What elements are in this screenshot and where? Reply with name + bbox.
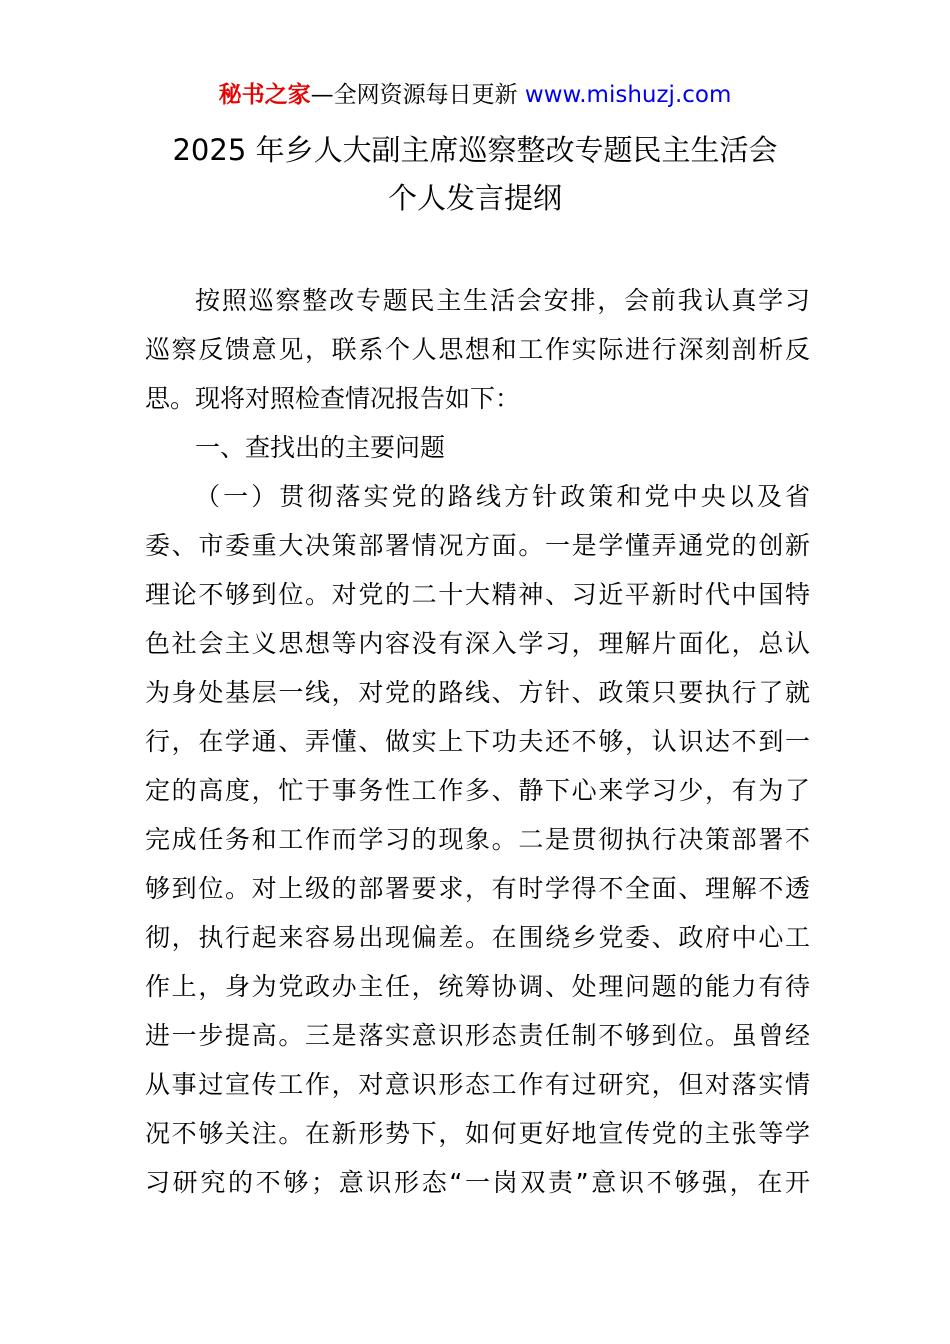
document-body bbox=[145, 276, 810, 1207]
body-line: 行，在学通、弄懂、做实上下功夫还不够，认识达不到一 bbox=[145, 727, 810, 756]
body-line: 按照巡察整改专题民主生活会安排，会前我认真学习 bbox=[195, 286, 810, 315]
body-line: 完成任务和工作而学习的现象。二是贯彻执行决策部署不 bbox=[145, 825, 810, 854]
body-line: 从事过宣传工作，对意识形态工作有过研究，但对落实情 bbox=[145, 1070, 810, 1099]
site-url-link[interactable]: www.mishuzj.com bbox=[524, 82, 732, 108]
body-line: （一）贯彻落实党的路线方针政策和党中央以及省 bbox=[195, 482, 810, 511]
body-line: 进一步提高。三是落实意识形态责任制不够到位。虽曾经 bbox=[145, 1021, 810, 1050]
body-line: 理论不够到位。对党的二十大精神、习近平新时代中国特 bbox=[145, 580, 810, 609]
body-line: 习研究的不够；意识形态“一岗双责”意识不够强，在开 bbox=[145, 1168, 810, 1197]
header-tagline: —全网资源每日更新 bbox=[310, 82, 525, 108]
body-line: 够到位。对上级的部署要求，有时学得不全面、理解不透 bbox=[145, 874, 810, 903]
body-line: 思。现将对照检查情况报告如下： bbox=[145, 384, 521, 413]
brand-name: 秘书之家 bbox=[218, 82, 311, 108]
body-line: 定的高度，忙于事务性工作多、静下心来学习少，有为了 bbox=[145, 776, 810, 805]
section-heading: 一、查找出的主要问题 bbox=[195, 433, 446, 462]
title-line-1: 2025 年乡人大副主席巡察整改专题民主生活会 bbox=[172, 133, 778, 167]
body-line: 为身处基层一线，对党的路线、方针、政策只要执行了就 bbox=[145, 678, 810, 707]
body-line: 况不够关注。在新形势下，如何更好地宣传党的主张等学 bbox=[145, 1119, 810, 1148]
title-line-2: 个人发言提纲 bbox=[387, 181, 562, 215]
body-line: 委、市委重大决策部署情况方面。一是学懂弄通党的创新 bbox=[145, 531, 810, 560]
body-line: 作上，身为党政办主任，统筹协调、处理问题的能力有待 bbox=[145, 972, 810, 1001]
body-line: 色社会主义思想等内容没有深入学习，理解片面化，总认 bbox=[145, 629, 810, 658]
site-header bbox=[0, 80, 950, 110]
body-line: 巡察反馈意见，联系个人思想和工作实际进行深刻剖析反 bbox=[145, 335, 810, 364]
document-title bbox=[0, 126, 950, 222]
body-line: 彻，执行起来容易出现偏差。在围绕乡党委、政府中心工 bbox=[145, 923, 810, 952]
